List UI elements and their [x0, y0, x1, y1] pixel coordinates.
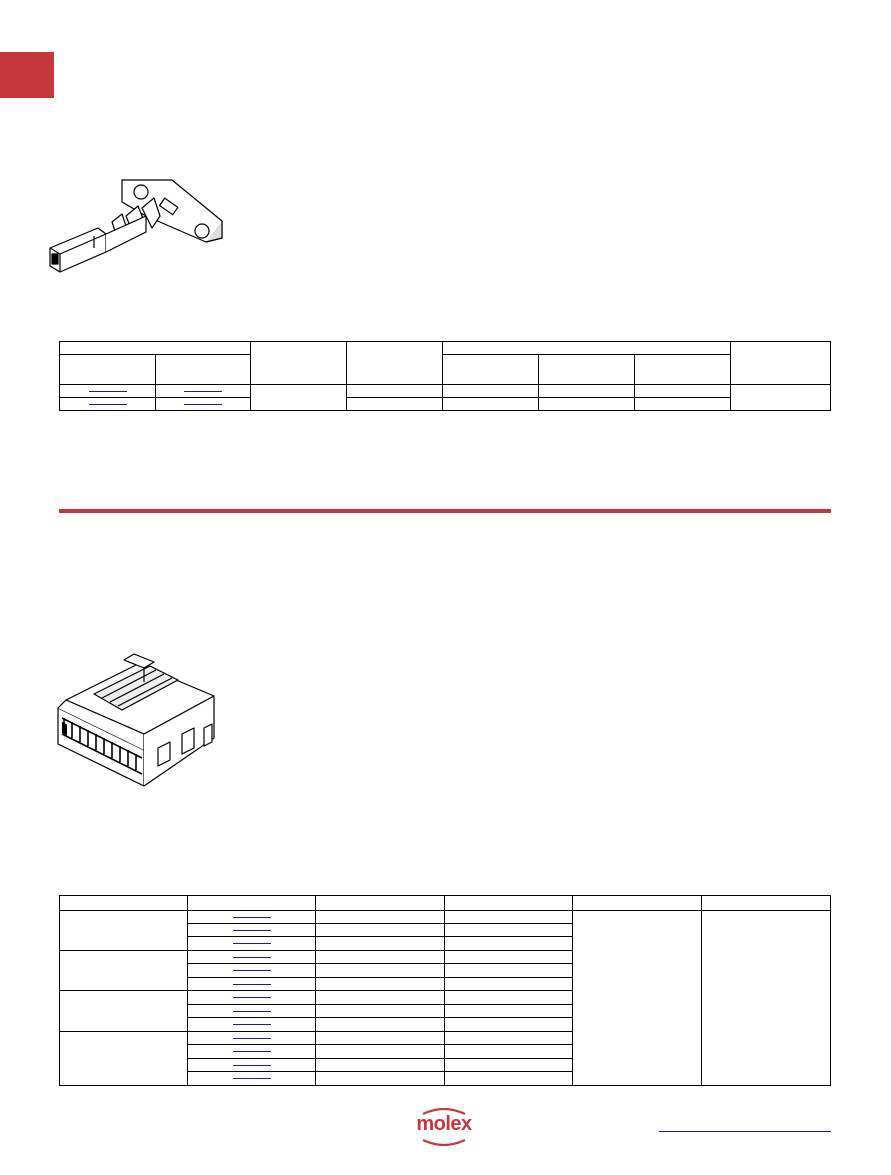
table-header-cell [443, 355, 539, 385]
corner-tab [0, 52, 54, 98]
table-cell [316, 991, 445, 1005]
table-cell [347, 385, 443, 398]
table-header-row [60, 896, 831, 911]
housing-spec-table [59, 895, 831, 1086]
table-row [60, 385, 831, 398]
part-number-link[interactable] [60, 385, 156, 398]
table-header-cell [60, 355, 156, 385]
connector-housing-illustration-icon [54, 652, 224, 788]
table-cell [635, 398, 731, 411]
part-number-link[interactable] [60, 398, 156, 411]
table-cell [445, 1045, 573, 1059]
table-header-cell [443, 342, 731, 355]
table-cell [316, 964, 445, 978]
part-number-link[interactable] [188, 937, 316, 951]
table-cell [445, 1032, 573, 1045]
table-header-cell [316, 896, 445, 911]
table-cell [445, 978, 573, 991]
table-cell [316, 911, 445, 924]
terminal-spec-table [59, 341, 831, 411]
part-number-link[interactable] [156, 385, 251, 398]
table-cell [316, 1045, 445, 1059]
table-cell [316, 1018, 445, 1032]
table-cell [443, 385, 539, 398]
table-header-cell [445, 896, 573, 911]
part-number-link[interactable] [188, 978, 316, 991]
table-header-cell [60, 896, 188, 911]
table-cell [635, 385, 731, 398]
part-number-link[interactable] [188, 1059, 316, 1072]
table-cell [445, 991, 573, 1005]
table-cell [445, 951, 573, 964]
table-header-cell [188, 896, 316, 911]
part-number-link[interactable] [188, 964, 316, 978]
terminal-illustration-icon [46, 176, 228, 276]
table-cell [573, 911, 702, 1086]
part-number-link[interactable] [188, 951, 316, 964]
table-cell [316, 978, 445, 991]
table-header-cell [156, 355, 251, 385]
table-header-cell [60, 342, 251, 355]
table-header-cell [251, 342, 347, 385]
table-cell [445, 1005, 573, 1018]
table-header-cell [539, 355, 635, 385]
table-cell [60, 911, 188, 951]
table-cell [445, 911, 573, 924]
part-number-link[interactable] [188, 911, 316, 924]
table-cell [347, 398, 443, 411]
part-number-link[interactable] [188, 991, 316, 1005]
table-cell [445, 924, 573, 937]
table-cell [316, 937, 445, 951]
table-cell [60, 951, 188, 991]
molex-logo-text: molex [416, 1113, 472, 1135]
table-cell [539, 398, 635, 411]
part-number-link[interactable] [188, 1045, 316, 1059]
table-cell [316, 924, 445, 937]
table-header-cell [573, 896, 702, 911]
table-header-row [60, 355, 831, 385]
part-number-link[interactable] [188, 1018, 316, 1032]
table-cell [445, 937, 573, 951]
table-cell [445, 1059, 573, 1072]
table-cell [316, 951, 445, 964]
table-header-cell [635, 355, 731, 385]
table-cell [316, 1072, 445, 1086]
footer-website-link[interactable] [659, 1131, 831, 1132]
table-cell [443, 398, 539, 411]
table-cell [445, 1072, 573, 1086]
table-row [60, 398, 831, 411]
table-row [60, 911, 831, 924]
part-number-link[interactable] [188, 1072, 316, 1086]
table-header-cell [731, 342, 831, 385]
table-cell [316, 1005, 445, 1018]
table-cell [60, 1032, 188, 1086]
table-cell [316, 1059, 445, 1072]
section-divider [59, 509, 831, 513]
table-cell [731, 385, 831, 411]
table-cell [445, 964, 573, 978]
table-cell [702, 911, 831, 1086]
table-cell [316, 1032, 445, 1045]
table-header-cell [347, 342, 443, 385]
table-cell [60, 991, 188, 1032]
part-number-link[interactable] [188, 1032, 316, 1045]
part-number-link[interactable] [188, 924, 316, 937]
part-number-link[interactable] [156, 398, 251, 411]
table-cell [539, 385, 635, 398]
table-header-cell [702, 896, 831, 911]
part-number-link[interactable] [188, 1005, 316, 1018]
table-header-row [60, 342, 831, 355]
table-cell [251, 385, 347, 411]
table-cell [445, 1018, 573, 1032]
